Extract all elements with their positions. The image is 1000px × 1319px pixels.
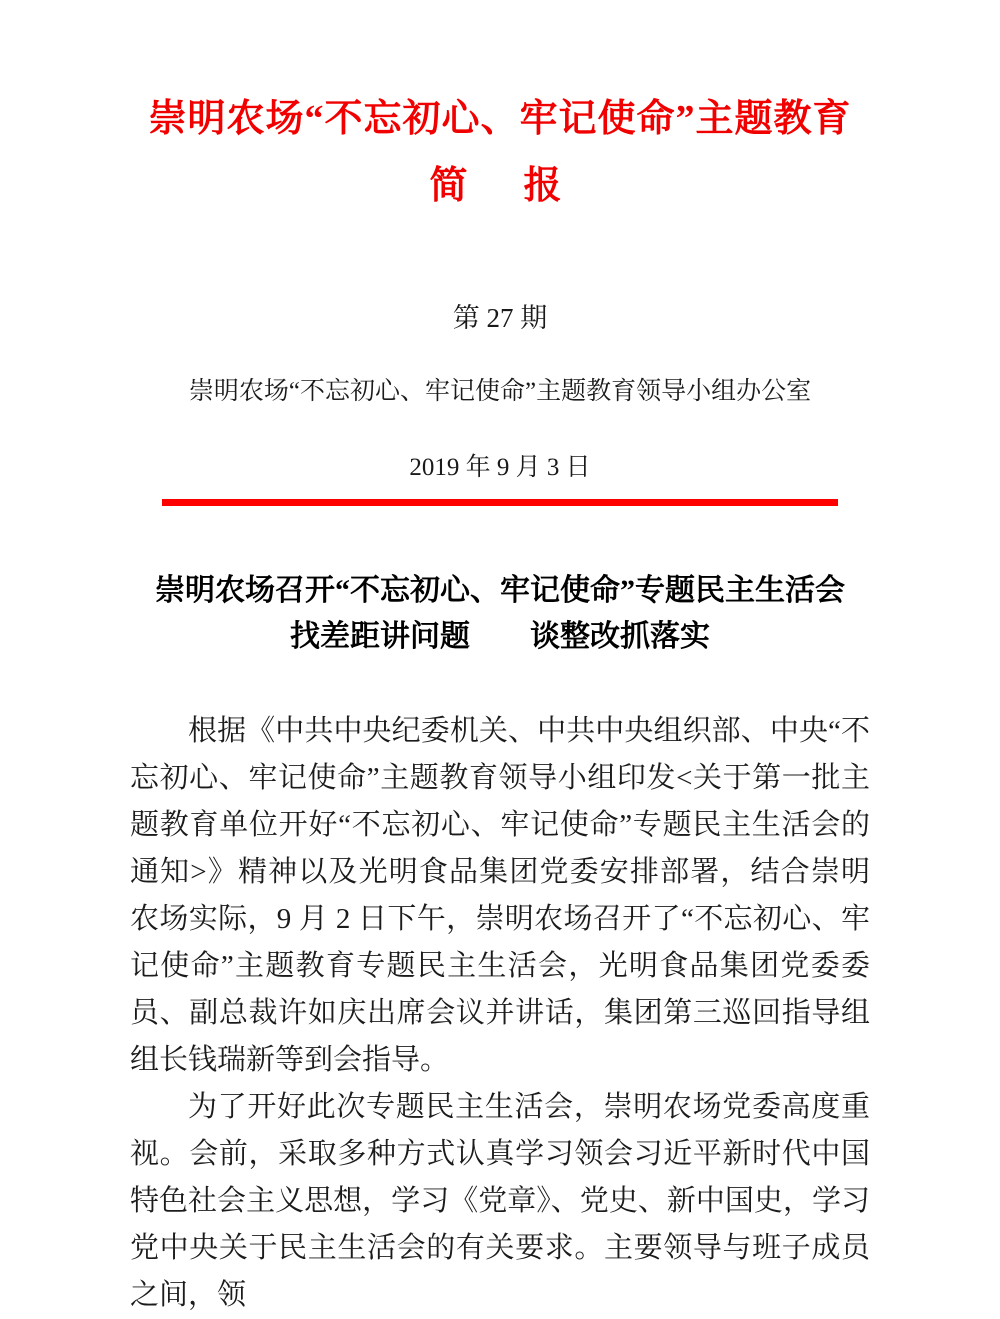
masthead-divider-rule (162, 499, 838, 506)
bulletin-page (130, 0, 870, 1319)
article-body (130, 708, 870, 1319)
publish-date: 2019 年 9 月 3 日 (409, 454, 591, 481)
article-paragraph: 根据《中共中央纪委机关、中共中央组织部、中央“不忘初心、牢记使命”主题教育领导小组印发<关于第一批主题教育单位开好“不忘初心、牢记使命”专题民主生活会的通知>》精神以及光明食品集团党委安排部署，结合崇明农场实际，9 月 2 日下午，崇明农场召开了“不忘初心、牢记使命”主题教育专题民主生活会，光明食品集团党委委员、副总裁许如庆出席会议并讲话，集团第三巡回指导组组长钱瑞新等到会指导。 (130, 715, 870, 1076)
article-headline-line1: 崇明农场召开“不忘初心、牢记使命”专题民主生活会 (155, 574, 845, 607)
masthead-title-line2: 简 报 (429, 165, 571, 207)
article-headline (130, 568, 870, 660)
article-paragraph: 为了开好此次专题民主生活会，崇明农场党委高度重视。会前，采取多种方式认真学习领会习近平新时代中国特色社会主义思想，学习《党章》、党史、新中国史，学习党中央关于民主生活会的有关要求。主要领导与班子成员之间，领 (130, 1091, 870, 1311)
issuing-office: 崇明农场“不忘初心、牢记使命”主题教育领导小组办公室 (188, 378, 812, 405)
masthead-title-line1: 崇明农场“不忘初心、牢记使命”主题教育 (148, 98, 852, 140)
issue-number: 第 27 期 (452, 303, 548, 333)
masthead-title (130, 86, 870, 220)
article-headline-line2: 找差距讲问题 谈整改抓落实 (290, 620, 710, 653)
